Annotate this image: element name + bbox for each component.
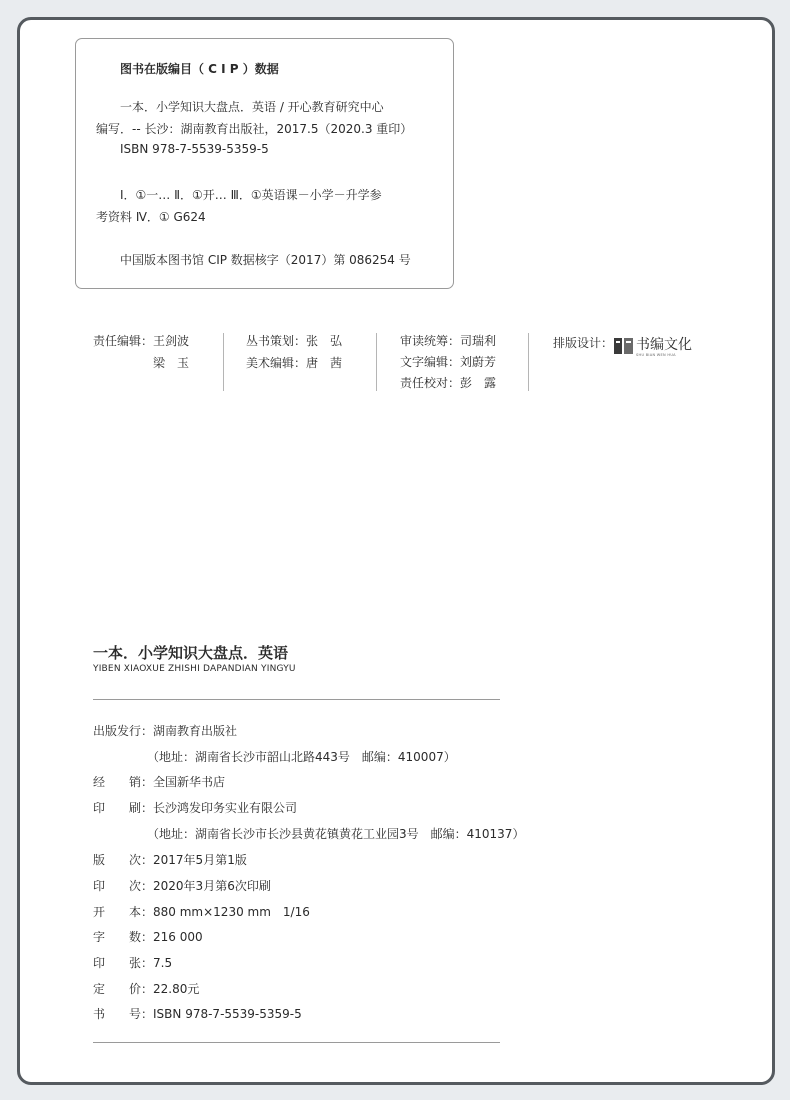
imprint-label: 印 张：	[93, 956, 154, 970]
credit-review	[400, 332, 496, 349]
credit-value: 彭 露	[460, 376, 497, 390]
imprint-label: 定 价：	[93, 982, 154, 996]
credit-value: 司瑞利	[460, 334, 497, 348]
imprint-value: 2020年3月第6次印刷	[153, 879, 271, 893]
credit-label: 审读统筹：	[400, 334, 461, 348]
credit-series	[246, 332, 342, 349]
imprint-impression	[93, 877, 271, 894]
cip-title: 图书在版编目（ C I P ）数据	[120, 62, 279, 76]
imprint-label: 印 次：	[93, 879, 154, 893]
cip-line: 编写．-- 长沙：湖南教育出版社，2017.5（2020.3 重印）	[96, 122, 413, 136]
cip-line: 一本．小学知识大盘点．英语 / 开心教育研究中心	[120, 100, 384, 114]
copyright-page	[17, 17, 775, 1085]
logo-subtitle: SHU BIAN WEN HUA	[636, 353, 676, 357]
imprint-isbn	[93, 1005, 302, 1022]
imprint-printer	[93, 799, 297, 816]
credit-label: 文字编辑：	[400, 355, 461, 369]
imprint-edition	[93, 851, 247, 868]
imprint-sheets	[93, 954, 172, 971]
imprint-label: 印 刷：	[93, 801, 154, 815]
imprint-value: 湖南教育出版社	[153, 724, 238, 738]
imprint-value: 7.5	[153, 956, 173, 970]
imprint-value: ISBN 978-7-5539-5359-5	[153, 1007, 302, 1021]
imprint-value: 22.80元	[153, 982, 200, 996]
logo-name: 书编文化	[636, 337, 692, 353]
credit-value: 王剑波	[153, 334, 190, 348]
imprint-distributor	[93, 773, 225, 790]
credit-label: 责任校对：	[400, 376, 461, 390]
imprint-value: 长沙鸿发印务实业有限公司	[153, 801, 298, 815]
divider	[223, 333, 224, 391]
credit-value: 刘蔚芳	[460, 355, 497, 369]
credit-proof	[400, 374, 496, 391]
imprint-label: 开 本：	[93, 905, 154, 919]
cip-number: 中国版本图书馆 CIP 数据核字（2017）第 086254 号	[120, 253, 411, 267]
credit-label: 丛书策划：	[246, 334, 307, 348]
imprint-word-count	[93, 928, 203, 945]
imprint-label: 出版发行：	[93, 724, 154, 738]
credit-value: 张 弘	[306, 334, 343, 348]
imprint-publisher	[93, 722, 237, 739]
credit-label: 美术编辑：	[246, 356, 307, 370]
credit-label: 责任编辑：	[93, 334, 154, 348]
imprint-value: 全国新华书店	[153, 775, 226, 789]
credit-value: 唐 茜	[306, 356, 343, 370]
imprint-publisher-address: （地址：湖南省长沙市韶山北路443号 邮编：410007）	[147, 750, 456, 764]
title-rule	[93, 699, 500, 700]
credit-text-editor	[400, 353, 496, 370]
imprint-label: 经 销：	[93, 775, 154, 789]
bottom-rule	[93, 1042, 500, 1043]
imprint-label: 字 数：	[93, 930, 154, 944]
credit-editor	[93, 332, 189, 349]
imprint-printer-address: （地址：湖南省长沙市长沙县黄花镇黄花工业园3号 邮编：410137）	[147, 827, 525, 841]
imprint-value: 880 mm×1230 mm 1/16	[153, 905, 310, 919]
cip-line: 考资料 Ⅳ．① G624	[96, 210, 206, 224]
imprint-value: 2017年5月第1版	[153, 853, 247, 867]
book-logo-icon	[613, 335, 635, 357]
divider	[528, 333, 529, 391]
credit-layout-label: 排版设计：	[553, 336, 614, 350]
credit-art	[246, 354, 342, 371]
credit-value: 梁 玉	[153, 356, 190, 370]
imprint-label: 书 号：	[93, 1007, 154, 1021]
imprint-format	[93, 903, 310, 920]
imprint-price	[93, 980, 199, 997]
imprint-value: 216 000	[153, 930, 203, 944]
cip-line: Ⅰ．①一… Ⅱ．①开… Ⅲ．①英语课－小学－升学参	[120, 188, 382, 202]
book-title-pinyin: YIBEN XIAOXUE ZHISHI DAPANDIAN YINGYU	[93, 664, 296, 674]
cip-isbn: ISBN 978-7-5539-5359-5	[120, 142, 269, 156]
imprint-label: 版 次：	[93, 853, 154, 867]
divider	[376, 333, 377, 391]
book-title: 一本．小学知识大盘点．英语	[93, 644, 289, 662]
